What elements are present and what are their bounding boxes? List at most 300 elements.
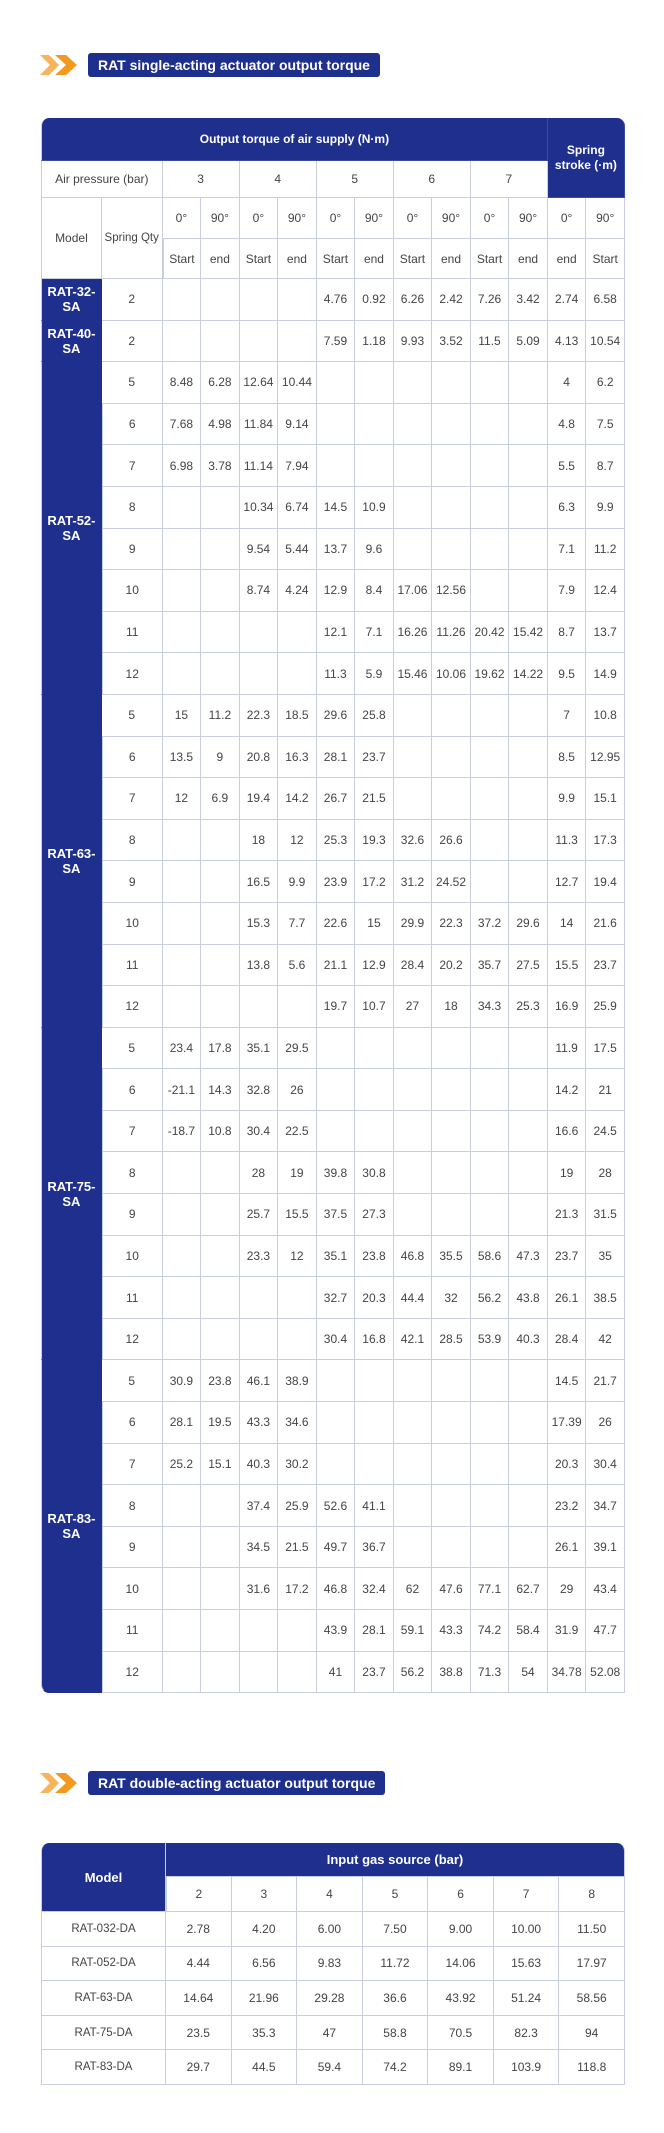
torque-value-cell xyxy=(394,445,433,487)
torque-value-cell: 12.64 xyxy=(240,362,279,404)
torque-value-cell xyxy=(201,653,240,695)
torque-value-cell: 31.6 xyxy=(240,1568,279,1610)
torque-value-cell: 23.7 xyxy=(355,1652,394,1694)
torque-value-cell: 26.1 xyxy=(548,1277,587,1319)
spring-qty-cell: 5 xyxy=(102,695,163,737)
torque-value-cell: 94 xyxy=(559,2016,625,2051)
torque-value-cell: 26.1 xyxy=(548,1527,587,1569)
torque-value-cell xyxy=(240,321,279,363)
torque-value-cell xyxy=(317,1402,356,1444)
torque-value-cell xyxy=(201,529,240,571)
torque-value-cell: 25.9 xyxy=(586,986,625,1028)
position-header-cell: Start xyxy=(394,239,433,279)
model-name-cell: RAT-40-SA xyxy=(41,321,102,363)
torque-value-cell: 15.3 xyxy=(240,903,279,945)
torque-value-cell: 26 xyxy=(278,1069,317,1111)
torque-value-cell: 37.2 xyxy=(471,903,510,945)
torque-value-cell: 54 xyxy=(509,1652,548,1694)
table-row xyxy=(41,1485,625,1527)
torque-value-cell: 17.39 xyxy=(548,1402,587,1444)
torque-value-cell: 56.2 xyxy=(394,1652,433,1694)
spring-qty-cell: 12 xyxy=(102,986,163,1028)
pressure-header-cell: 3 xyxy=(232,1877,298,1912)
position-header-cell: end xyxy=(432,239,471,279)
torque-value-cell: 13.7 xyxy=(586,612,625,654)
torque-value-cell: 52.6 xyxy=(317,1485,356,1527)
torque-value-cell xyxy=(163,1152,202,1194)
torque-value-cell: 9.83 xyxy=(297,1947,363,1982)
torque-value-cell: 8.48 xyxy=(163,362,202,404)
table-row xyxy=(41,1444,625,1486)
torque-value-cell: 23.7 xyxy=(548,1236,587,1278)
torque-value-cell: 37.4 xyxy=(240,1485,279,1527)
torque-value-cell: 10.54 xyxy=(586,321,625,363)
torque-value-cell: 34.3 xyxy=(471,986,510,1028)
torque-value-cell: 10.8 xyxy=(586,695,625,737)
torque-value-cell: 12 xyxy=(163,778,202,820)
table-row xyxy=(41,986,625,1028)
torque-value-cell: 3.42 xyxy=(509,279,548,321)
torque-value-cell: 28.1 xyxy=(163,1402,202,1444)
torque-value-cell xyxy=(240,279,279,321)
torque-value-cell: 16.9 xyxy=(548,986,587,1028)
torque-value-cell: 4.76 xyxy=(317,279,356,321)
torque-value-cell: 29.5 xyxy=(278,1028,317,1070)
spring-qty-cell: 5 xyxy=(102,362,163,404)
torque-value-cell xyxy=(471,1527,510,1569)
torque-value-cell: 43.8 xyxy=(509,1277,548,1319)
torque-value-cell: 59.4 xyxy=(297,2050,363,2085)
torque-value-cell xyxy=(471,1194,510,1236)
torque-value-cell: 10.8 xyxy=(201,1111,240,1153)
torque-value-cell xyxy=(278,986,317,1028)
torque-value-cell xyxy=(201,487,240,529)
torque-value-cell xyxy=(432,778,471,820)
spring-qty-cell: 8 xyxy=(102,1485,163,1527)
table-row xyxy=(41,1277,625,1319)
torque-value-cell: 11.72 xyxy=(363,1947,429,1982)
torque-value-cell: 22.3 xyxy=(240,695,279,737)
torque-value-cell: 118.8 xyxy=(559,2050,625,2085)
spring-qty-cell: 8 xyxy=(102,487,163,529)
torque-value-cell xyxy=(355,362,394,404)
torque-value-cell xyxy=(509,1111,548,1153)
torque-value-cell: 40.3 xyxy=(509,1319,548,1361)
torque-value-cell: 11.2 xyxy=(586,529,625,571)
model-name-cell: RAT-83-SA xyxy=(41,1360,102,1693)
torque-value-cell xyxy=(201,612,240,654)
torque-value-cell xyxy=(240,986,279,1028)
torque-value-cell: 29.9 xyxy=(394,903,433,945)
table-row xyxy=(41,1527,625,1569)
torque-value-cell xyxy=(278,1277,317,1319)
torque-value-cell xyxy=(509,445,548,487)
spring-qty-cell: 6 xyxy=(102,1402,163,1444)
torque-value-cell xyxy=(240,653,279,695)
torque-value-cell xyxy=(394,362,433,404)
spring-qty-cell: 5 xyxy=(102,1360,163,1402)
angle-90-header: 90° xyxy=(201,198,240,239)
model-name-cell: RAT-83-DA xyxy=(41,2050,166,2085)
torque-value-cell xyxy=(201,1236,240,1278)
torque-value-cell: 30.9 xyxy=(163,1360,202,1402)
torque-value-cell: 14.3 xyxy=(201,1069,240,1111)
angle-90-header: 90° xyxy=(586,198,625,239)
torque-value-cell: 16.8 xyxy=(355,1319,394,1361)
torque-value-cell: 14.5 xyxy=(548,1360,587,1402)
torque-value-cell: 29.6 xyxy=(317,695,356,737)
torque-value-cell: 19 xyxy=(278,1152,317,1194)
torque-value-cell xyxy=(509,404,548,446)
spring-qty-cell: 9 xyxy=(102,1194,163,1236)
torque-value-cell: 36.6 xyxy=(363,1981,429,2016)
torque-value-cell: 29 xyxy=(548,1568,587,1610)
torque-value-cell xyxy=(201,945,240,987)
torque-value-cell xyxy=(163,1236,202,1278)
torque-value-cell: 42 xyxy=(586,1319,625,1361)
torque-value-cell xyxy=(432,529,471,571)
torque-value-cell xyxy=(201,279,240,321)
torque-value-cell: 19.4 xyxy=(240,778,279,820)
torque-value-cell: 21.6 xyxy=(586,903,625,945)
torque-value-cell xyxy=(240,1319,279,1361)
table-row xyxy=(41,1319,625,1361)
model-name-cell: RAT-63-SA xyxy=(41,695,102,1028)
torque-value-cell: 10.7 xyxy=(355,986,394,1028)
torque-value-cell xyxy=(471,737,510,779)
torque-value-cell xyxy=(394,695,433,737)
torque-value-cell: 74.2 xyxy=(363,2050,429,2085)
section-header-double-acting xyxy=(40,1770,385,1796)
torque-value-cell: 44.4 xyxy=(394,1277,433,1319)
torque-value-cell: 12.4 xyxy=(586,570,625,612)
torque-value-cell: 7.59 xyxy=(317,321,356,363)
torque-value-cell: 5.5 xyxy=(548,445,587,487)
torque-value-cell xyxy=(432,1028,471,1070)
torque-value-cell xyxy=(355,1444,394,1486)
torque-value-cell: 32.8 xyxy=(240,1069,279,1111)
torque-value-cell: 14.2 xyxy=(548,1069,587,1111)
torque-value-cell xyxy=(432,1402,471,1444)
table-row xyxy=(41,778,625,820)
torque-value-cell xyxy=(471,861,510,903)
torque-value-cell xyxy=(471,1111,510,1153)
table-row xyxy=(41,1152,625,1194)
torque-value-cell xyxy=(201,1568,240,1610)
model-name-cell: RAT-63-DA xyxy=(41,1981,166,2016)
torque-value-cell xyxy=(240,1652,279,1694)
table-row xyxy=(41,903,625,945)
position-header-cell: end xyxy=(548,239,587,279)
torque-value-cell: 9.5 xyxy=(548,653,587,695)
torque-value-cell xyxy=(509,737,548,779)
table-row xyxy=(41,820,625,862)
pressure-header-cell: 2 xyxy=(166,1877,232,1912)
torque-value-cell: 24.5 xyxy=(586,1111,625,1153)
torque-value-cell: 74.2 xyxy=(471,1610,510,1652)
torque-value-cell: 7.9 xyxy=(548,570,587,612)
torque-value-cell: 19.62 xyxy=(471,653,510,695)
spring-qty-cell: 11 xyxy=(102,945,163,987)
table-row xyxy=(41,362,625,404)
spring-qty-cell: 7 xyxy=(102,445,163,487)
torque-value-cell: 20.8 xyxy=(240,737,279,779)
torque-value-cell xyxy=(509,362,548,404)
torque-value-cell xyxy=(394,1028,433,1070)
torque-value-cell: 23.8 xyxy=(201,1360,240,1402)
angle-90-header: 90° xyxy=(432,198,471,239)
torque-value-cell: 8.74 xyxy=(240,570,279,612)
torque-value-cell xyxy=(278,612,317,654)
torque-value-cell: 28.1 xyxy=(317,737,356,779)
torque-value-cell: 15 xyxy=(163,695,202,737)
table-row xyxy=(41,737,625,779)
torque-value-cell xyxy=(278,653,317,695)
spring-qty-cell: 7 xyxy=(102,1111,163,1153)
torque-value-cell: 14.2 xyxy=(278,778,317,820)
torque-value-cell: 71.3 xyxy=(471,1652,510,1694)
torque-value-cell xyxy=(163,612,202,654)
torque-value-cell xyxy=(471,1028,510,1070)
torque-value-cell: 47.7 xyxy=(586,1610,625,1652)
torque-value-cell xyxy=(163,861,202,903)
table-row xyxy=(41,1568,625,1610)
torque-value-cell: 9.93 xyxy=(394,321,433,363)
torque-value-cell: 11.5 xyxy=(471,321,510,363)
torque-value-cell xyxy=(278,1610,317,1652)
table-row xyxy=(41,1111,625,1153)
torque-value-cell xyxy=(394,1485,433,1527)
torque-value-cell xyxy=(201,1652,240,1694)
torque-value-cell xyxy=(394,529,433,571)
spring-qty-cell: 12 xyxy=(102,1319,163,1361)
torque-value-cell: 21.5 xyxy=(278,1527,317,1569)
chevron-right-icon xyxy=(40,1770,82,1796)
torque-value-cell: 39.8 xyxy=(317,1152,356,1194)
torque-value-cell: 22.5 xyxy=(278,1111,317,1153)
torque-value-cell: 4.20 xyxy=(232,1912,298,1947)
torque-value-cell: 27 xyxy=(394,986,433,1028)
torque-value-cell: 16.5 xyxy=(240,861,279,903)
torque-value-cell: 30.2 xyxy=(278,1444,317,1486)
torque-value-cell: 11.14 xyxy=(240,445,279,487)
torque-value-cell xyxy=(240,612,279,654)
torque-value-cell xyxy=(201,861,240,903)
torque-value-cell: 46.8 xyxy=(317,1568,356,1610)
spring-qty-cell: 6 xyxy=(102,1069,163,1111)
torque-value-cell: 47.3 xyxy=(509,1236,548,1278)
torque-value-cell xyxy=(471,1069,510,1111)
torque-value-cell xyxy=(471,695,510,737)
torque-value-cell: 58.8 xyxy=(363,2016,429,2051)
torque-value-cell xyxy=(471,1444,510,1486)
torque-value-cell xyxy=(163,487,202,529)
table-row xyxy=(41,2016,625,2051)
torque-value-cell: 7.94 xyxy=(278,445,317,487)
torque-value-cell xyxy=(163,1194,202,1236)
angle-0-header: 0° xyxy=(548,198,587,239)
torque-value-cell: 46.1 xyxy=(240,1360,279,1402)
torque-value-cell: 7.68 xyxy=(163,404,202,446)
torque-value-cell xyxy=(432,445,471,487)
torque-value-cell xyxy=(509,1527,548,1569)
torque-value-cell xyxy=(394,1402,433,1444)
torque-value-cell: 17.8 xyxy=(201,1028,240,1070)
torque-value-cell xyxy=(240,1610,279,1652)
torque-value-cell xyxy=(432,737,471,779)
pressure-header-cell: 7 xyxy=(471,161,548,198)
torque-value-cell: 9.6 xyxy=(355,529,394,571)
pressure-header-cell: 3 xyxy=(163,161,240,198)
torque-value-cell: 25.2 xyxy=(163,1444,202,1486)
torque-value-cell: 14 xyxy=(548,903,587,945)
torque-value-cell: 44.5 xyxy=(232,2050,298,2085)
torque-value-cell xyxy=(509,570,548,612)
torque-value-cell: 39.1 xyxy=(586,1527,625,1569)
single-acting-torque-table xyxy=(41,118,625,1693)
torque-value-cell: 16.6 xyxy=(548,1111,587,1153)
torque-value-cell xyxy=(355,1028,394,1070)
model-name-cell: RAT-052-DA xyxy=(41,1947,166,1982)
torque-value-cell: 36.7 xyxy=(355,1527,394,1569)
torque-value-cell: 58.56 xyxy=(559,1981,625,2016)
torque-value-cell: 7.1 xyxy=(355,612,394,654)
torque-value-cell xyxy=(509,1360,548,1402)
torque-value-cell xyxy=(163,1610,202,1652)
torque-value-cell xyxy=(394,487,433,529)
torque-value-cell: 17.3 xyxy=(586,820,625,862)
torque-value-cell: 14.22 xyxy=(509,653,548,695)
torque-value-cell: 38.5 xyxy=(586,1277,625,1319)
torque-value-cell: 7 xyxy=(548,695,587,737)
torque-value-cell: 15.1 xyxy=(201,1444,240,1486)
air-pressure-label: Air pressure (bar) xyxy=(41,161,163,198)
torque-value-cell xyxy=(201,321,240,363)
position-header-cell: Start xyxy=(317,239,356,279)
torque-value-cell: 6.74 xyxy=(278,487,317,529)
torque-value-cell: 4.24 xyxy=(278,570,317,612)
torque-value-cell: 4.44 xyxy=(166,1947,232,1982)
torque-value-cell: 20.42 xyxy=(471,612,510,654)
torque-value-cell: 30.4 xyxy=(240,1111,279,1153)
angle-90-header: 90° xyxy=(355,198,394,239)
table-row xyxy=(41,1194,625,1236)
torque-value-cell xyxy=(394,1527,433,1569)
torque-value-cell: 27.5 xyxy=(509,945,548,987)
torque-value-cell xyxy=(509,1194,548,1236)
torque-value-cell xyxy=(509,1485,548,1527)
torque-value-cell: 31.5 xyxy=(586,1194,625,1236)
torque-value-cell: 9.00 xyxy=(428,1912,494,1947)
torque-value-cell: 11.50 xyxy=(559,1912,625,1947)
torque-value-cell xyxy=(317,445,356,487)
torque-value-cell: 3.52 xyxy=(432,321,471,363)
torque-value-cell xyxy=(163,986,202,1028)
torque-value-cell xyxy=(201,1610,240,1652)
spring-qty-cell: 10 xyxy=(102,570,163,612)
torque-value-cell xyxy=(317,1069,356,1111)
torque-value-cell: 10.06 xyxy=(432,653,471,695)
table-row xyxy=(41,404,625,446)
torque-value-cell: 15.46 xyxy=(394,653,433,695)
torque-value-cell: 29.6 xyxy=(509,903,548,945)
torque-value-cell xyxy=(163,1485,202,1527)
torque-value-cell: 34.78 xyxy=(548,1652,587,1694)
torque-value-cell: 17.06 xyxy=(394,570,433,612)
torque-value-cell: 15.42 xyxy=(509,612,548,654)
section-title: RAT double-acting actuator output torque xyxy=(88,1771,385,1795)
torque-value-cell xyxy=(278,1652,317,1694)
torque-value-cell: 49.7 xyxy=(317,1527,356,1569)
position-header-cell: Start xyxy=(163,239,202,279)
torque-value-cell xyxy=(509,1028,548,1070)
torque-value-cell xyxy=(201,1277,240,1319)
torque-value-cell: 23.3 xyxy=(240,1236,279,1278)
torque-value-cell: 18.5 xyxy=(278,695,317,737)
torque-value-cell: 30.8 xyxy=(355,1152,394,1194)
spring-qty-cell: 9 xyxy=(102,529,163,571)
torque-value-cell: 41.1 xyxy=(355,1485,394,1527)
torque-value-cell: 10.9 xyxy=(355,487,394,529)
torque-value-cell: 58.6 xyxy=(471,1236,510,1278)
torque-value-cell xyxy=(509,1152,548,1194)
torque-value-cell: 29.28 xyxy=(297,1981,363,2016)
torque-value-cell xyxy=(163,903,202,945)
torque-value-cell xyxy=(394,1444,433,1486)
torque-value-cell: 9.9 xyxy=(278,861,317,903)
spring-qty-cell: 11 xyxy=(102,612,163,654)
table-row xyxy=(41,1981,625,2016)
pressure-header-cell: 4 xyxy=(297,1877,363,1912)
torque-value-cell: 103.9 xyxy=(494,2050,560,2085)
torque-value-cell: 20.3 xyxy=(548,1444,587,1486)
torque-value-cell: 6.9 xyxy=(201,778,240,820)
torque-value-cell: 12.9 xyxy=(355,945,394,987)
torque-value-cell: 27.3 xyxy=(355,1194,394,1236)
torque-value-cell: 12.1 xyxy=(317,612,356,654)
torque-value-cell: 11.2 xyxy=(201,695,240,737)
torque-value-cell: 9.14 xyxy=(278,404,317,446)
position-header-cell: end xyxy=(355,239,394,279)
table-row xyxy=(41,695,625,737)
torque-value-cell: 6.98 xyxy=(163,445,202,487)
torque-value-cell xyxy=(432,1194,471,1236)
torque-value-cell xyxy=(432,1527,471,1569)
torque-value-cell: 29.7 xyxy=(166,2050,232,2085)
torque-value-cell xyxy=(163,1527,202,1569)
torque-value-cell xyxy=(432,1152,471,1194)
torque-value-cell xyxy=(163,945,202,987)
torque-value-cell xyxy=(317,1028,356,1070)
torque-value-cell: 28 xyxy=(586,1152,625,1194)
torque-value-cell: 12 xyxy=(278,1236,317,1278)
torque-value-cell xyxy=(317,1360,356,1402)
torque-value-cell xyxy=(163,279,202,321)
table-row xyxy=(41,861,625,903)
torque-value-cell xyxy=(355,1402,394,1444)
torque-value-cell: 34.7 xyxy=(586,1485,625,1527)
table-row xyxy=(41,570,625,612)
torque-value-cell: 12.9 xyxy=(317,570,356,612)
torque-value-cell: 8.5 xyxy=(548,737,587,779)
torque-value-cell xyxy=(163,321,202,363)
torque-value-cell: 6.2 xyxy=(586,362,625,404)
torque-value-cell: 41 xyxy=(317,1652,356,1694)
torque-value-cell: 6.26 xyxy=(394,279,433,321)
torque-value-cell: 11.3 xyxy=(548,820,587,862)
torque-value-cell: 14.64 xyxy=(166,1981,232,2016)
torque-value-cell: 17.97 xyxy=(559,1947,625,1982)
